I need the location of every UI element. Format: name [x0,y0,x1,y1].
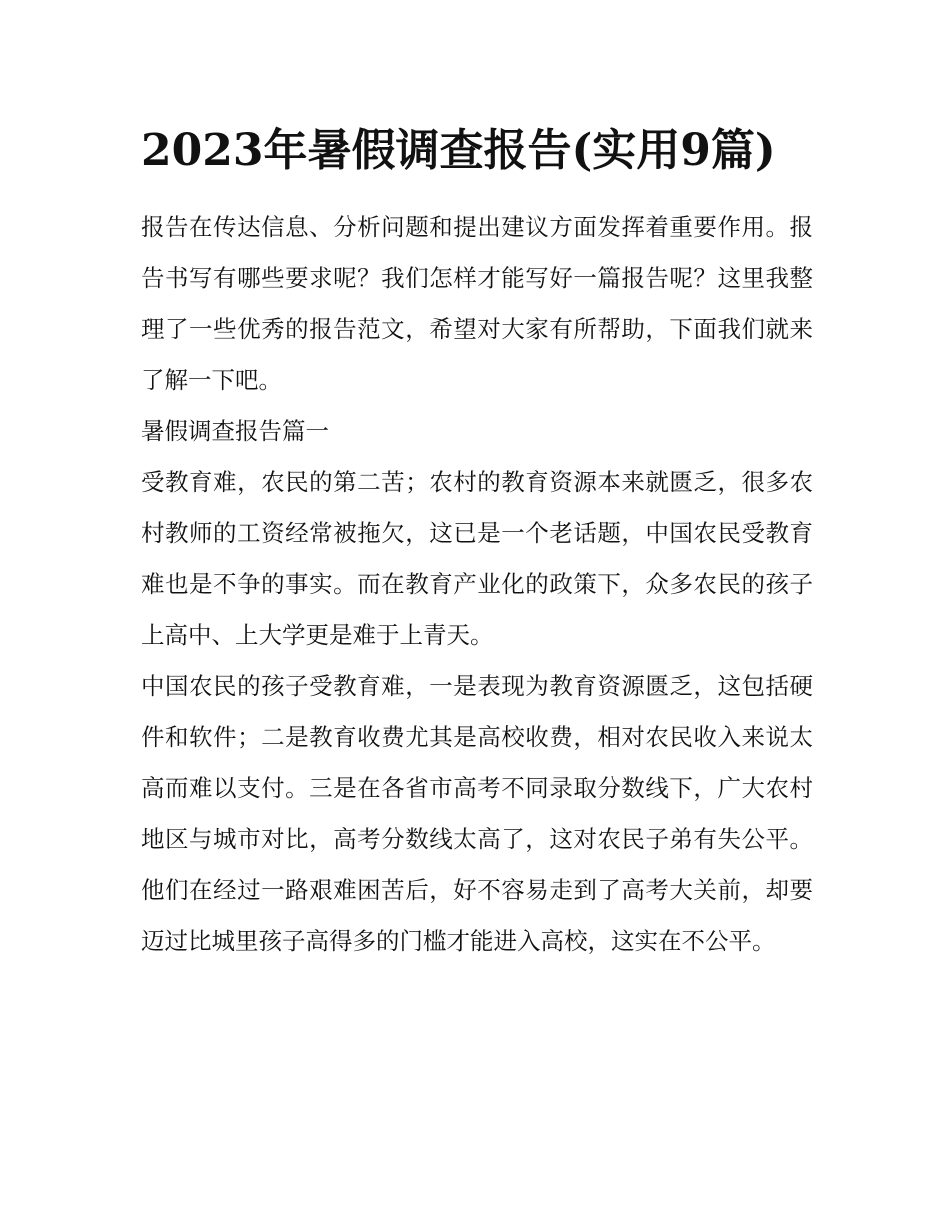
section-heading: 暑假调查报告篇一 [141,417,329,445]
body-paragraph: 中国农民的孩子受教育难，一是表现为教育资源匮乏，这包括硬件和软件；二是教育收费尤其是高校收费，相对农民收入来说太高而难以支付。三是在各省市高考不同录取分数线下，广大农村地区与城市对比，高考分数线太高了，这对农民子弟有失公平。他们在经过一路艰难困苦后，好不容易走到了高考大关前，却要迈过比城里孩子高得多的门槛才能进入高校，这实在不公平。 [141,672,813,955]
document-body [141,202,813,967]
document-page [141,118,813,967]
body-paragraph: 受教育难，农民的第二苦；农村的教育资源本来就匮乏，很多农村教师的工资经常被拖欠，这已是一个老话题，中国农民受教育难也是不争的事实。而在教育产业化的政策下，众多农民的孩子上高中、上大学更是难于上青天。 [141,468,813,649]
intro-paragraph: 报告在传达信息、分析问题和提出建议方面发挥着重要作用。报告书写有哪些要求呢？我们怎样才能写好一篇报告呢？这里我整理了一些优秀的报告范文，希望对大家有所帮助，下面我们就来了解一下吧。 [141,213,813,394]
document-title: 2023年暑假调查报告(实用9篇) [141,125,776,176]
